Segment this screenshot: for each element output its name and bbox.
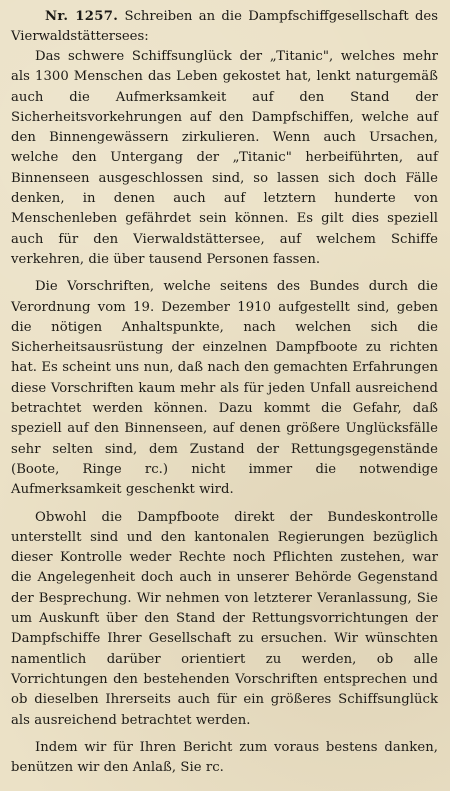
- document-number: Nr. 1257.: [45, 9, 119, 24]
- document-heading: [11, 7, 438, 47]
- paragraph-closing: Indem wir für Ihren Bericht zum voraus bestens danken, benützen wir den Anlaß, Sie rc.: [11, 739, 438, 776]
- paragraph-request-information: Obwohl die Dampfboote direkt der Bundeskontrolle unterstellt sind und den kantonalen Regierungen bezüglich dieser Kontrolle weder Rechte noch Pflichten zustehen, war die Angelegenheit doch auch in unserer Behörde Gegenstand der Besprechung. Wir nehmen von letzterer Veranlassung, Sie um Auskunft über den Stand der Rettungsvorrichtungen der Dampfschiffe Ihrer Gesellschaft zu ersuchen. Wir wünschten namentlich darüber orientiert zu werden, ob alle Vorrichtungen den bestehenden Vorschriften entsprechen und ob dieselben Ihrerseits auch für ein größeres Schiffsunglück als ausreichend betrachtet werden.: [11, 509, 438, 728]
- paragraph-federal-regulations: Die Vorschriften, welche seitens des Bundes durch die Verordnung vom 19. Dezember 1910 aufgestellt sind, geben die nötigen Anhaltspunkte, nach welchen sich die Sicherheitsausrüstung der einzelnen Dampfboote zu richten hat. Es scheint uns nun, daß nach den gemachten Erfahrungen diese Vorschriften kaum mehr als für jeden Unfall ausreichend betrachtet werden können. Dazu kommt die Gefahr, daß speziell auf den Binnenseen, auf denen größere Unglücksfälle sehr selten sind, dem Zustand der Rettungsgegenstände (Boote, Ringe rc.) nicht immer die notwendige Aufmerksamkeit geschenkt wird.: [11, 279, 438, 498]
- paragraph-titanic-disaster: Das schwere Schiffsunglück der „Titanic", welches mehr als 1300 Menschen das Leben gekostet hat, lenkt naturgemäß auch die Aufmerksamkeit auf den Stand der Sicherheitsvorkehrungen auf den Dampfschiffen, welche auf den Binnengewässern zirkulieren. Wenn auch Ursachen, welche den Untergang der „Titanic" herbeiführten, auf Binnenseen ausgeschlossen sind, so lassen sich doch Fälle denken, in denen auch auf letztern hunderte von Menschenleben gefährdet sein können. Es gilt dies speziell auch für den Vierwaldstättersee, auf welchem Schiffe verkehren, die über tausend Personen fassen.: [11, 49, 438, 267]
- document-title: Schreiben an die Dampfschiffgesellschaft des: [124, 9, 438, 24]
- document-recipient: Vierwaldstättersees:: [11, 29, 149, 44]
